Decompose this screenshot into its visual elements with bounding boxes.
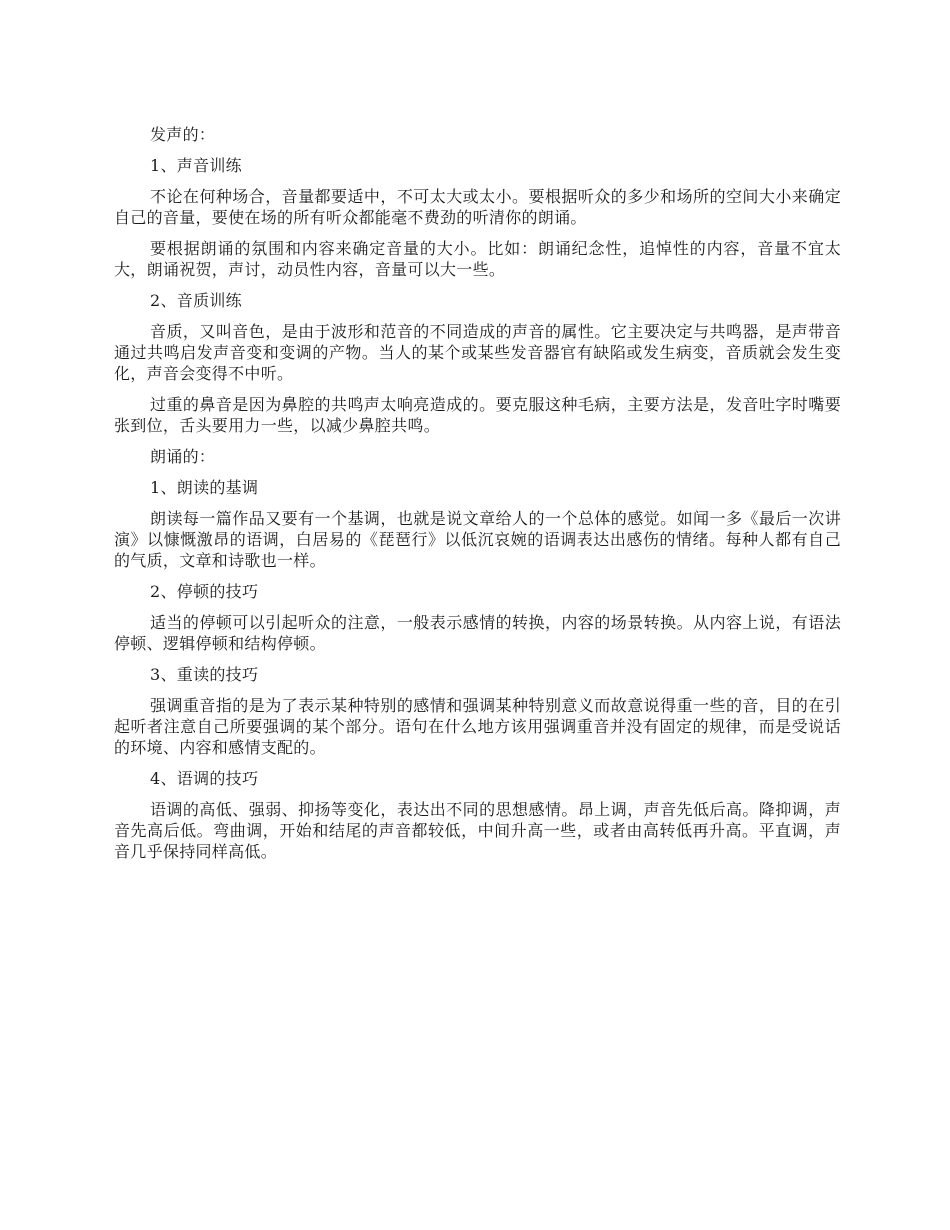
paragraph: 适当的停顿可以引起听众的注意，一般表示感情的转换，内容的场景转换。从内容上说，有语法停顿、逻辑停顿和结构停顿。 bbox=[114, 613, 841, 653]
paragraph: 过重的鼻音是因为鼻腔的共鸣声太响亮造成的。要克服这种毛病，主要方法是，发音吐字时嘴要张到位，舌头要用力一些，以减少鼻腔共鸣。 bbox=[114, 395, 841, 435]
paragraph: 朗读每一篇作品又要有一个基调，也就是说文章给人的一个总体的感觉。如闻一多《最后一次讲演》以慷慨激昂的语调，白居易的《琵琶行》以低沉哀婉的语调表达出感伤的情绪。每种人都有自己的气质，文章和诗歌也一样。 bbox=[114, 509, 841, 570]
subheading-sound-training: 1、声音训练 bbox=[150, 156, 242, 175]
paragraph: 要根据朗诵的氛围和内容来确定音量的大小。比如：朗诵纪念性，追悼性的内容，音量不宜太大，朗诵祝贺，声讨，动员性内容，音量可以大一些。 bbox=[114, 239, 841, 279]
section-heading-recitation: 朗诵的： bbox=[150, 447, 216, 466]
subheading-stress: 3、重读的技巧 bbox=[150, 665, 259, 684]
document-page bbox=[114, 124, 841, 872]
paragraph: 音质，又叫音色，是由于波形和范音的不同造成的声音的属性。它主要决定与共鸣器，是声带音通过共鸣启发声音变和变调的产物。当人的某个或某些发音器官有缺陷或发生病变，音质就会发生变化，声音会变得不中听。 bbox=[114, 322, 841, 383]
subheading-tone-quality: 2、音质训练 bbox=[150, 291, 242, 310]
paragraph: 不论在何种场合，音量都要适中，不可太大或太小。要根据听众的多少和场所的空间大小来确定自己的音量，要使在场的所有听众都能毫不费劲的听清你的朗诵。 bbox=[114, 187, 841, 227]
subheading-pause: 2、停顿的技巧 bbox=[150, 582, 259, 601]
paragraph: 强调重音指的是为了表示某种特别的感情和强调某种特别意义而故意说得重一些的音，目的在引起听者注意自己所要强调的某个部分。语句在什么地方该用强调重音并没有固定的规律，而是受说话的环境、内容和感情支配的。 bbox=[114, 696, 841, 757]
section-heading-voice: 发声的： bbox=[150, 125, 216, 144]
subheading-intonation: 4、语调的技巧 bbox=[150, 769, 259, 788]
paragraph: 语调的高低、强弱、抑扬等变化，表达出不同的思想感情。昂上调，声音先低后高。降抑调，声音先高后低。弯曲调，开始和结尾的声音都较低，中间升高一些，或者由高转低再升高。平直调，声音几乎保持同样高低。 bbox=[114, 800, 841, 861]
subheading-keynote: 1、朗读的基调 bbox=[150, 478, 259, 497]
